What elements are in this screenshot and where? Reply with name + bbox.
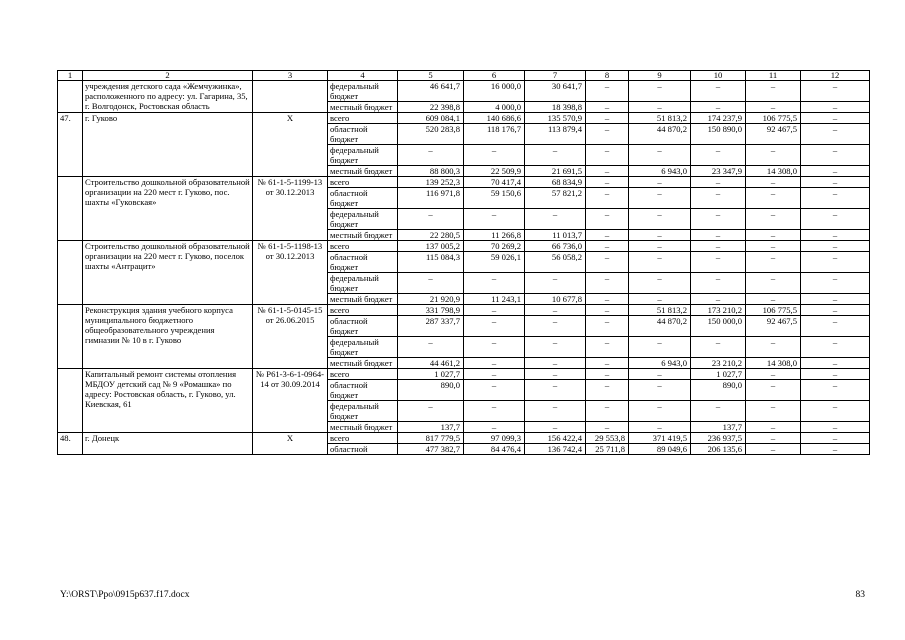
funding-source-cell: областной (328, 444, 398, 455)
value-cell: 46 641,7 (398, 81, 464, 102)
value-cell: 139 252,3 (398, 177, 464, 188)
value-cell: – (801, 369, 870, 380)
value-cell: – (746, 252, 801, 273)
value-cell: 68 834,9 (525, 177, 586, 188)
value-cell: 890,0 (398, 380, 464, 401)
table-row (58, 81, 870, 102)
value-cell: 22 509,9 (464, 166, 525, 177)
value-cell: 287 337,7 (398, 316, 464, 337)
object-name-cell: Капитальный ремонт системы отопления МБДОУ детский сад № 9 «Ромашка» по адресу: Ростовская область, г. Гуково, ул. Киевская, 61 (83, 369, 253, 433)
value-cell: – (586, 337, 629, 358)
value-cell: – (691, 230, 746, 241)
value-cell: – (629, 145, 691, 166)
funding-source-cell: всего (328, 241, 398, 252)
value-cell: – (464, 209, 525, 230)
value-cell: – (586, 230, 629, 241)
value-cell: – (464, 380, 525, 401)
value-cell: – (746, 401, 801, 422)
value-cell: – (586, 113, 629, 124)
table-row (58, 113, 870, 124)
value-cell: – (586, 401, 629, 422)
value-cell: – (691, 273, 746, 294)
value-cell: – (801, 113, 870, 124)
value-cell: – (801, 433, 870, 444)
value-cell: – (586, 252, 629, 273)
document-cell: Х (253, 113, 328, 177)
object-name-cell: Строительство дошкольной образовательной организации на 220 мест г. Гуково, поселок шахты «Антрацит» (83, 241, 253, 305)
table-row (58, 433, 870, 444)
column-number-header: 8 (586, 71, 629, 81)
funding-source-cell: областной бюджет (328, 252, 398, 273)
value-cell: – (586, 241, 629, 252)
column-number-header: 3 (253, 71, 328, 81)
value-cell: – (525, 337, 586, 358)
value-cell: – (691, 241, 746, 252)
column-number-header: 1 (58, 71, 83, 81)
value-cell: – (801, 81, 870, 102)
value-cell: – (746, 177, 801, 188)
value-cell: – (801, 145, 870, 166)
value-cell: – (398, 273, 464, 294)
value-cell: – (629, 102, 691, 113)
value-cell: 92 467,5 (746, 316, 801, 337)
value-cell: 174 237,9 (691, 113, 746, 124)
value-cell: – (801, 444, 870, 455)
value-cell: – (801, 422, 870, 433)
value-cell: 88 800,3 (398, 166, 464, 177)
value-cell: – (629, 188, 691, 209)
value-cell: 59 026,1 (464, 252, 525, 273)
value-cell: – (746, 337, 801, 358)
value-cell: – (629, 422, 691, 433)
value-cell: – (525, 145, 586, 166)
value-cell: 21 920,9 (398, 294, 464, 305)
value-cell: 4 000,0 (464, 102, 525, 113)
value-cell: – (629, 369, 691, 380)
value-cell: – (525, 358, 586, 369)
value-cell: – (746, 209, 801, 230)
value-cell: – (801, 316, 870, 337)
funding-source-cell: федеральный бюджет (328, 337, 398, 358)
value-cell: 156 422,4 (525, 433, 586, 444)
table-row (58, 369, 870, 380)
value-cell: – (586, 369, 629, 380)
value-cell: 21 691,5 (525, 166, 586, 177)
value-cell: – (801, 166, 870, 177)
value-cell: – (464, 337, 525, 358)
value-cell: 135 570,9 (525, 113, 586, 124)
value-cell: – (746, 380, 801, 401)
value-cell: – (801, 177, 870, 188)
funding-source-cell: федеральный бюджет (328, 209, 398, 230)
file-path: Y:\ORST\Ppo\0915p637.f17.docx (60, 590, 190, 600)
document-cell: № 61-1-5-1199-13 от 30.12.2013 (253, 177, 328, 241)
funding-source-cell: всего (328, 113, 398, 124)
value-cell: – (398, 337, 464, 358)
value-cell: – (629, 294, 691, 305)
value-cell: 23 210,2 (691, 358, 746, 369)
value-cell: – (691, 177, 746, 188)
value-cell: – (525, 422, 586, 433)
value-cell: – (586, 358, 629, 369)
value-cell: 118 176,7 (464, 124, 525, 145)
row-number-cell: 47. (58, 113, 83, 177)
value-cell: 890,0 (691, 380, 746, 401)
value-cell: 477 382,7 (398, 444, 464, 455)
value-cell: 92 467,5 (746, 124, 801, 145)
value-cell: 6 943,0 (629, 358, 691, 369)
table-row (58, 241, 870, 252)
value-cell: – (629, 252, 691, 273)
value-cell: – (464, 145, 525, 166)
value-cell: – (525, 369, 586, 380)
value-cell: 137 005,2 (398, 241, 464, 252)
funding-source-cell: всего (328, 305, 398, 316)
value-cell: – (586, 102, 629, 113)
value-cell: – (801, 273, 870, 294)
value-cell: – (464, 369, 525, 380)
value-cell: – (801, 241, 870, 252)
value-cell: 70 269,2 (464, 241, 525, 252)
value-cell: 11 243,1 (464, 294, 525, 305)
value-cell: – (746, 294, 801, 305)
value-cell: – (801, 124, 870, 145)
value-cell: – (464, 358, 525, 369)
funding-source-cell: областной бюджет (328, 188, 398, 209)
value-cell: 115 084,3 (398, 252, 464, 273)
document-cell: № 61-1-5-1198-13 от 30.12.2013 (253, 241, 328, 305)
row-number-cell (58, 81, 83, 113)
budget-table (57, 70, 870, 455)
table-row (58, 177, 870, 188)
value-cell: – (746, 188, 801, 209)
value-cell: – (525, 273, 586, 294)
value-cell: 106 775,5 (746, 305, 801, 316)
row-number-cell (58, 369, 83, 433)
value-cell: – (464, 305, 525, 316)
value-cell: 14 308,0 (746, 358, 801, 369)
value-cell: – (586, 422, 629, 433)
funding-source-cell: местный бюджет (328, 422, 398, 433)
funding-source-cell: местный бюджет (328, 102, 398, 113)
value-cell: – (801, 188, 870, 209)
page-number: 83 (855, 590, 865, 600)
value-cell: – (691, 337, 746, 358)
value-cell: – (586, 188, 629, 209)
value-cell: – (464, 401, 525, 422)
document-cell: Х (253, 433, 328, 455)
value-cell: 97 099,3 (464, 433, 525, 444)
funding-source-cell: областной бюджет (328, 316, 398, 337)
funding-source-cell: федеральный бюджет (328, 145, 398, 166)
object-name-cell: Реконструкция здания учебного корпуса муниципального бюджетного общеобразовательного учреждения гимназии № 10 в г. Гуково (83, 305, 253, 369)
document-cell: № Р61-3-6-1-0964-14 от 30.09.2014 (253, 369, 328, 433)
object-name-cell: г. Донецк (83, 433, 253, 455)
value-cell: – (586, 294, 629, 305)
value-cell: – (801, 380, 870, 401)
value-cell: 44 870,2 (629, 124, 691, 145)
value-cell: – (398, 401, 464, 422)
value-cell: 6 943,0 (629, 166, 691, 177)
value-cell: – (691, 81, 746, 102)
funding-source-cell: областной бюджет (328, 380, 398, 401)
document-cell: № 61-1-5-0145-15 от 26.06.2015 (253, 305, 328, 369)
value-cell: 1 027,7 (398, 369, 464, 380)
value-cell: 1 027,7 (691, 369, 746, 380)
value-cell: – (746, 145, 801, 166)
value-cell: – (586, 124, 629, 145)
value-cell: 51 813,2 (629, 113, 691, 124)
value-cell: – (691, 188, 746, 209)
value-cell: – (525, 316, 586, 337)
value-cell: 817 779,5 (398, 433, 464, 444)
value-cell: – (586, 177, 629, 188)
row-number-cell (58, 305, 83, 369)
value-cell: 59 150,6 (464, 188, 525, 209)
value-cell: – (464, 316, 525, 337)
funding-source-cell: местный бюджет (328, 230, 398, 241)
value-cell: – (629, 337, 691, 358)
value-cell: 140 686,6 (464, 113, 525, 124)
value-cell: – (746, 102, 801, 113)
value-cell: – (586, 166, 629, 177)
row-number-cell: 48. (58, 433, 83, 455)
object-name-cell: г. Гуково (83, 113, 253, 177)
row-number-cell (58, 177, 83, 241)
value-cell: – (801, 358, 870, 369)
value-cell: – (586, 380, 629, 401)
value-cell: – (629, 380, 691, 401)
value-cell: – (746, 369, 801, 380)
value-cell: – (464, 422, 525, 433)
value-cell: – (464, 273, 525, 294)
funding-source-cell: всего (328, 433, 398, 444)
value-cell: – (801, 209, 870, 230)
value-cell: – (746, 433, 801, 444)
value-cell: – (586, 81, 629, 102)
value-cell: 18 398,8 (525, 102, 586, 113)
column-number-header: 10 (691, 71, 746, 81)
value-cell: 150 890,0 (691, 124, 746, 145)
funding-source-cell: местный бюджет (328, 166, 398, 177)
document-cell (253, 81, 328, 113)
value-cell: 106 775,5 (746, 113, 801, 124)
object-name-cell: учреждения детского сада «Жемчужинка», расположенного по адресу: ул. Гагарина, 35, г. Волгодонск, Ростовская область (83, 81, 253, 113)
value-cell: – (801, 401, 870, 422)
column-number-header: 6 (464, 71, 525, 81)
value-cell: – (525, 305, 586, 316)
value-cell: 236 937,5 (691, 433, 746, 444)
object-name-cell: Строительство дошкольной образовательной организации на 220 мест г. Гуково, пос. шахты «Гуковская» (83, 177, 253, 241)
value-cell: 331 798,9 (398, 305, 464, 316)
column-number-header: 5 (398, 71, 464, 81)
value-cell: – (691, 401, 746, 422)
value-cell: 29 553,8 (586, 433, 629, 444)
value-cell: 70 417,4 (464, 177, 525, 188)
value-cell: – (801, 230, 870, 241)
value-cell: 14 308,0 (746, 166, 801, 177)
value-cell: 89 049,6 (629, 444, 691, 455)
column-number-header: 9 (629, 71, 691, 81)
value-cell: – (691, 294, 746, 305)
value-cell: 137,7 (691, 422, 746, 433)
column-number-header: 7 (525, 71, 586, 81)
funding-source-cell: всего (328, 369, 398, 380)
column-number-header: 2 (83, 71, 253, 81)
value-cell: – (746, 81, 801, 102)
value-cell: – (691, 102, 746, 113)
row-number-cell (58, 241, 83, 305)
value-cell: – (586, 273, 629, 294)
value-cell: 56 058,2 (525, 252, 586, 273)
value-cell: 116 971,8 (398, 188, 464, 209)
value-cell: – (801, 102, 870, 113)
value-cell: – (746, 273, 801, 294)
value-cell: – (691, 252, 746, 273)
column-number-header: 12 (801, 71, 870, 81)
value-cell: 520 283,8 (398, 124, 464, 145)
value-cell: 609 084,1 (398, 113, 464, 124)
value-cell: 44 870,2 (629, 316, 691, 337)
value-cell: – (525, 380, 586, 401)
value-cell: – (629, 401, 691, 422)
funding-source-cell: местный бюджет (328, 294, 398, 305)
value-cell: – (586, 209, 629, 230)
funding-source-cell: местный бюджет (328, 358, 398, 369)
value-cell: – (691, 145, 746, 166)
value-cell: 150 000,0 (691, 316, 746, 337)
value-cell: – (629, 209, 691, 230)
value-cell: – (629, 81, 691, 102)
value-cell: 16 000,0 (464, 81, 525, 102)
value-cell: 22 398,8 (398, 102, 464, 113)
funding-source-cell: федеральный бюджет (328, 273, 398, 294)
value-cell: – (525, 401, 586, 422)
value-cell: 30 641,7 (525, 81, 586, 102)
value-cell: – (586, 145, 629, 166)
value-cell: 84 476,4 (464, 444, 525, 455)
value-cell: – (801, 252, 870, 273)
value-cell: – (586, 305, 629, 316)
value-cell: 136 742,4 (525, 444, 586, 455)
funding-source-cell: федеральный бюджет (328, 401, 398, 422)
column-number-header: 11 (746, 71, 801, 81)
value-cell: 10 677,8 (525, 294, 586, 305)
value-cell: – (691, 209, 746, 230)
value-cell: – (398, 145, 464, 166)
value-cell: 23 347,9 (691, 166, 746, 177)
table-row (58, 305, 870, 316)
value-cell: – (629, 273, 691, 294)
value-cell: 371 419,5 (629, 433, 691, 444)
value-cell: – (746, 444, 801, 455)
column-number-header: 4 (328, 71, 398, 81)
value-cell: – (801, 337, 870, 358)
value-cell: 66 736,0 (525, 241, 586, 252)
value-cell: – (398, 209, 464, 230)
value-cell: – (746, 241, 801, 252)
value-cell: 25 711,8 (586, 444, 629, 455)
funding-source-cell: федеральный бюджет (328, 81, 398, 102)
value-cell: 44 461,2 (398, 358, 464, 369)
funding-source-cell: всего (328, 177, 398, 188)
value-cell: 22 280,5 (398, 230, 464, 241)
value-cell: 11 013,7 (525, 230, 586, 241)
value-cell: 137,7 (398, 422, 464, 433)
value-cell: 51 813,2 (629, 305, 691, 316)
table-header-row (58, 71, 870, 81)
value-cell: – (801, 294, 870, 305)
value-cell: – (525, 209, 586, 230)
value-cell: 173 210,2 (691, 305, 746, 316)
value-cell: – (746, 230, 801, 241)
value-cell: – (629, 177, 691, 188)
value-cell: – (629, 230, 691, 241)
value-cell: 113 879,4 (525, 124, 586, 145)
value-cell: 57 821,2 (525, 188, 586, 209)
value-cell: – (746, 422, 801, 433)
value-cell: – (629, 241, 691, 252)
value-cell: – (801, 305, 870, 316)
value-cell: 206 135,6 (691, 444, 746, 455)
value-cell: – (586, 316, 629, 337)
funding-source-cell: областной бюджет (328, 124, 398, 145)
value-cell: 11 266,8 (464, 230, 525, 241)
